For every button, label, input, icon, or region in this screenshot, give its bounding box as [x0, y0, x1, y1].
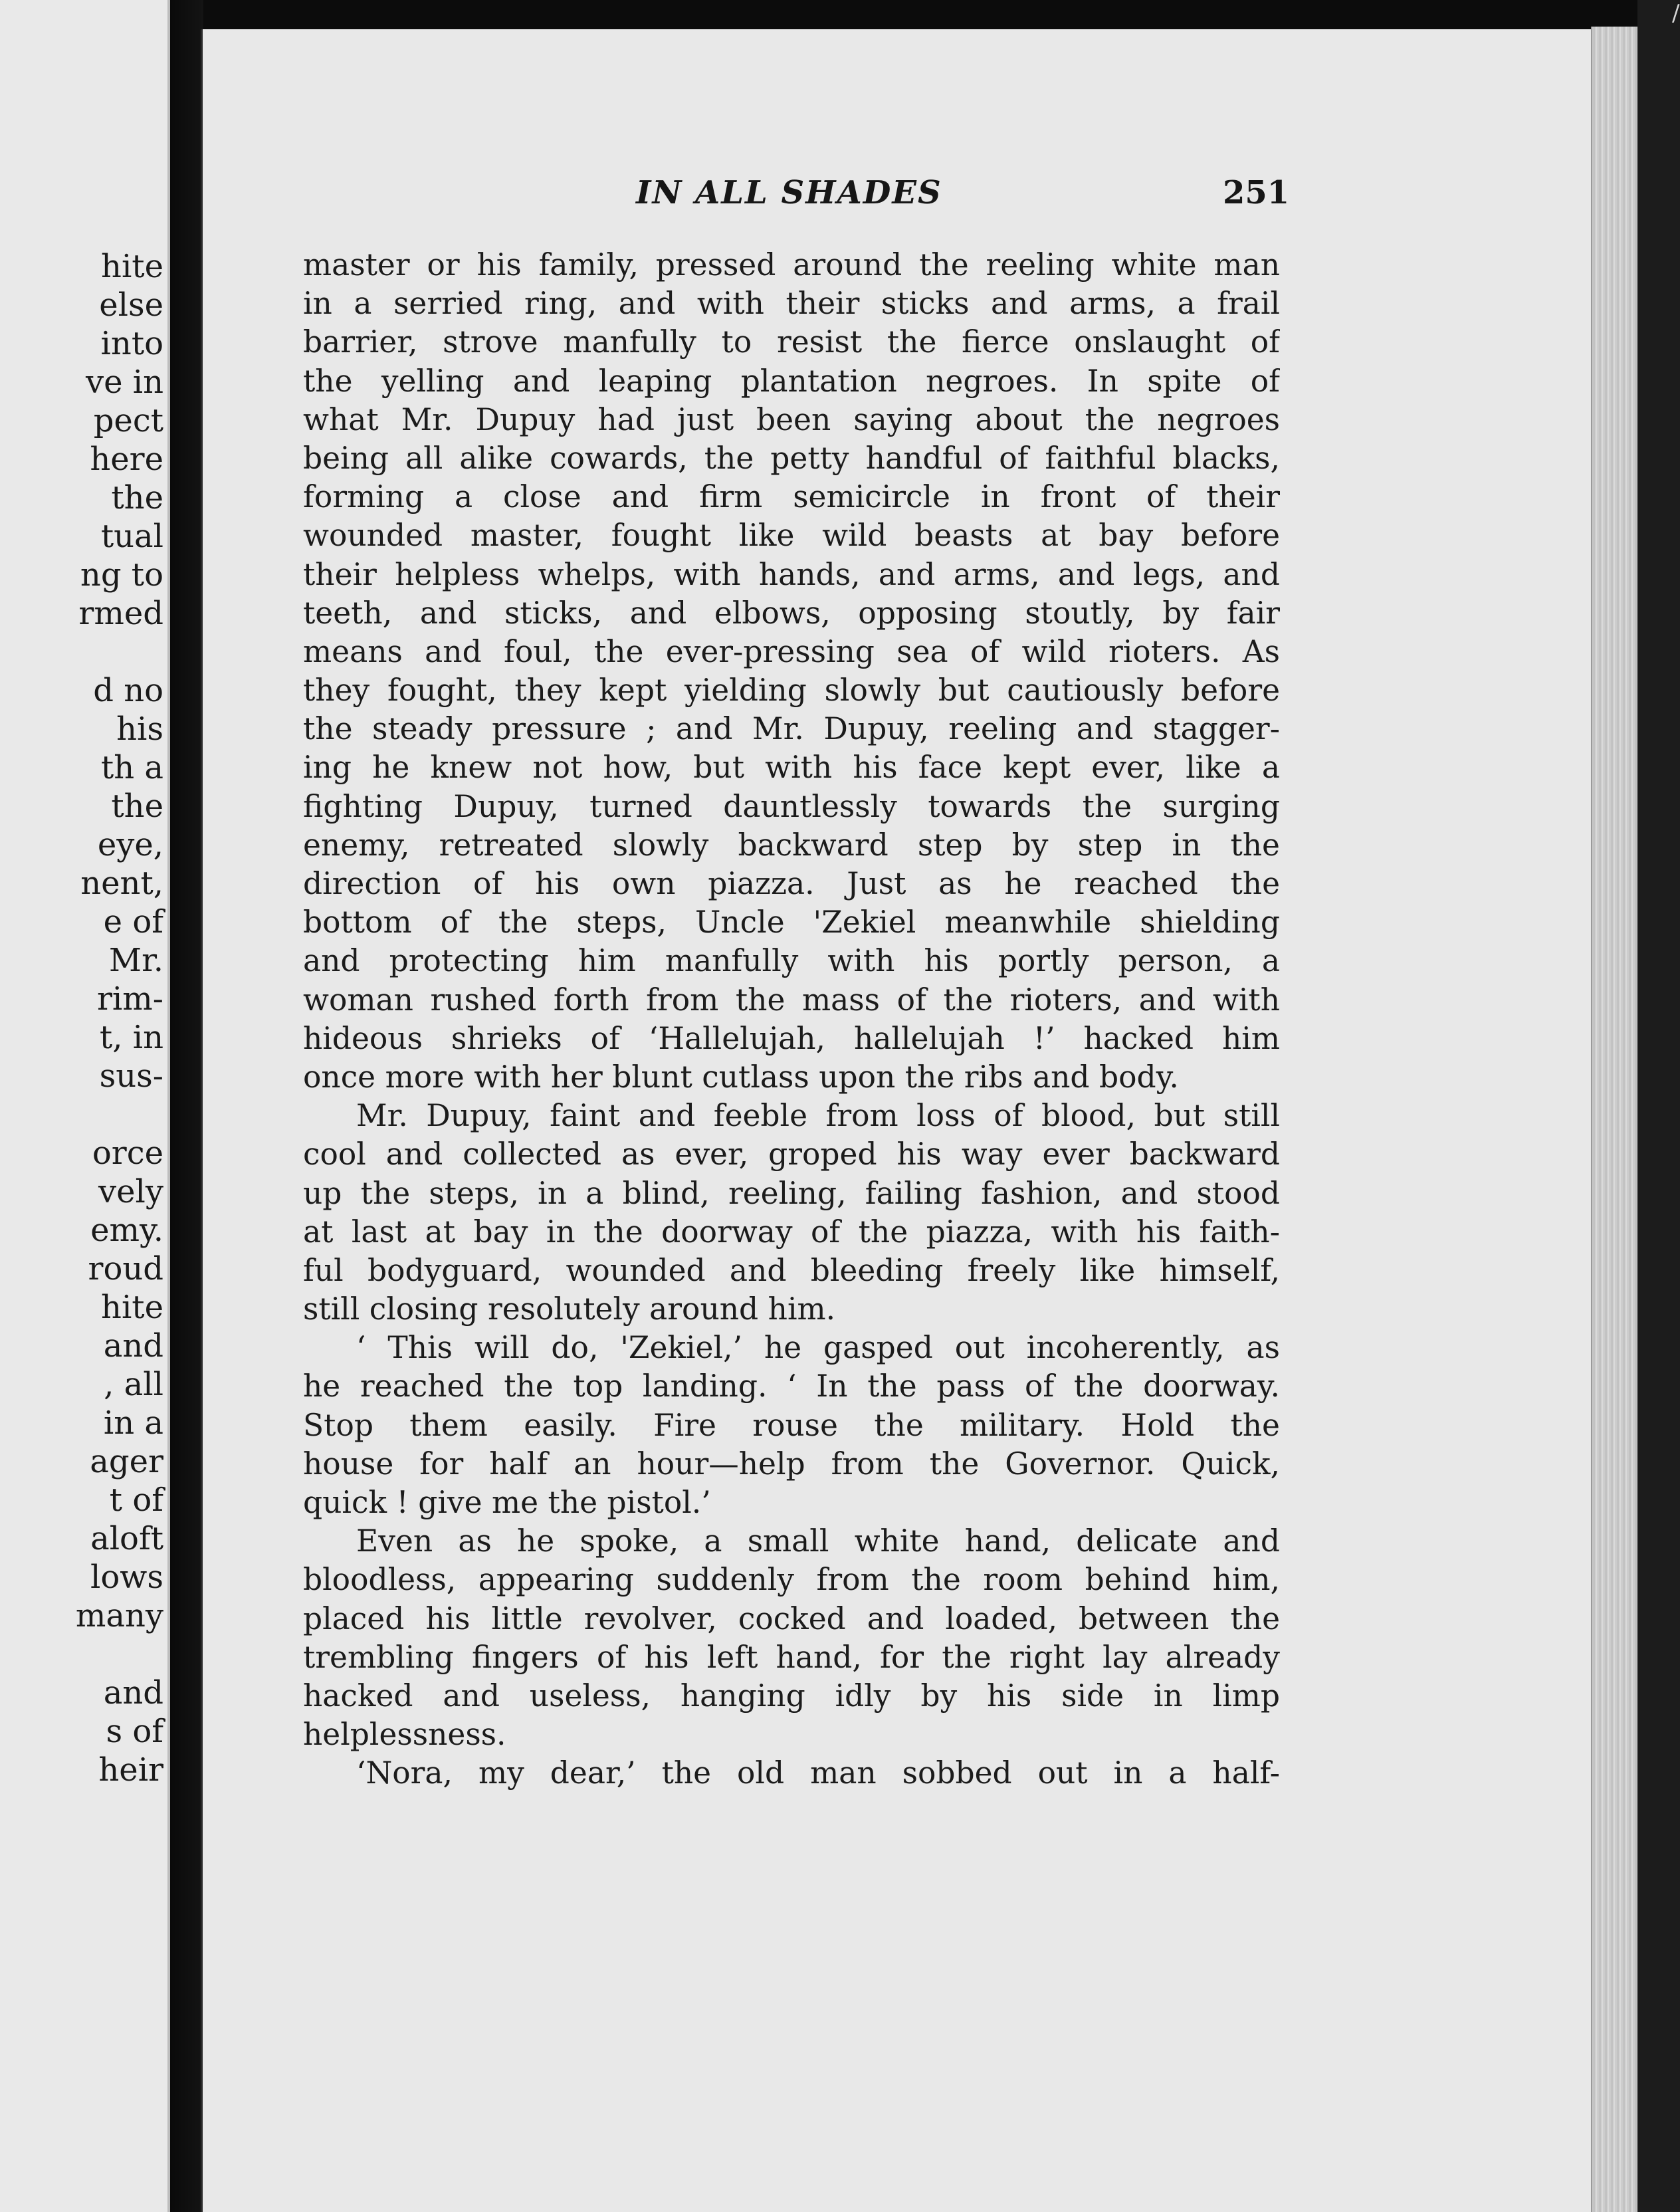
book-cover-edge [1637, 0, 1680, 2212]
running-head: IN ALL SHADES [636, 174, 942, 211]
page-number: 251 [1223, 174, 1290, 211]
previous-page-line: in a [103, 1404, 163, 1442]
text-line: being all alike cowards, the petty handful of faithful blacks, [303, 440, 1280, 476]
previous-page-line: vely [98, 1173, 163, 1210]
previous-page-line: d no [93, 672, 163, 709]
previous-page-line: e of [103, 903, 163, 940]
previous-page-line: heir [98, 1751, 163, 1789]
previous-page-line: eye, [97, 826, 163, 863]
previous-page-line: many [75, 1597, 163, 1634]
previous-page-line: tual [100, 518, 163, 555]
edge-mark: / [1672, 0, 1680, 27]
text-line: cool and collected as ever, groped his way ever backward [303, 1137, 1280, 1172]
previous-page-fragment [0, 0, 170, 2212]
previous-page-line: into [100, 325, 163, 362]
page-gutter [170, 0, 203, 2212]
previous-page-line: ng to [80, 556, 163, 594]
previous-page-line: Mr. [108, 942, 163, 979]
text-line: ful bodyguard, wounded and bleeding freely like himself, [303, 1252, 1280, 1288]
previous-page-line: nent, [80, 865, 163, 902]
text-line: he reached the top landing. ‘ In the pass of the doorway. [303, 1369, 1280, 1404]
text-line: fighting Dupuy, turned dauntlessly towards the surging [303, 788, 1280, 824]
text-line: once more with her blunt cutlass upon the ribs and body. [303, 1059, 1179, 1095]
text-line: direction of his own piazza. Just as he reached the [303, 866, 1280, 901]
text-line: house for half an hour—help from the Governor. Quick, [303, 1446, 1280, 1482]
text-line: quick ! give me the pistol.’ [303, 1485, 711, 1520]
previous-page-line: and [103, 1327, 163, 1365]
previous-page-line: here [90, 441, 163, 478]
text-line: wounded master, fought like wild beasts at bay before [303, 518, 1280, 554]
text-line: bottom of the steps, Uncle 'Zekiel meanwhile shielding [303, 905, 1280, 940]
text-line: bloodless, appearing suddenly from the room behind him, [303, 1562, 1280, 1598]
previous-page-line: rmed [78, 595, 163, 632]
previous-page-line: sus- [99, 1057, 163, 1095]
text-line: ‘Nora, my dear,’ the old man sobbed out in a half- [356, 1755, 1280, 1791]
body-text [303, 246, 1280, 1793]
text-line: in a serried ring, and with their sticks and arms, a frail [303, 286, 1280, 322]
text-line: Even as he spoke, a small white hand, delicate and [356, 1523, 1280, 1559]
text-line: Mr. Dupuy, faint and feeble from loss of blood, but still [356, 1098, 1280, 1134]
text-line: up the steps, in a blind, reeling, failing fashion, and stood [303, 1175, 1280, 1211]
previous-page-line: hite [101, 248, 163, 285]
previous-page-line: aloft [90, 1520, 163, 1557]
previous-page-line: hite [101, 1289, 163, 1326]
text-line: their helpless whelps, with hands, and arms, and legs, and [303, 556, 1280, 592]
previous-page-line: and [103, 1674, 163, 1712]
previous-page-line: the [111, 788, 163, 825]
text-line: Stop them easily. Fire rouse the military. Hold the [303, 1407, 1280, 1443]
previous-page-line: , all [104, 1366, 163, 1403]
previous-page-line: rim- [96, 980, 163, 1018]
previous-page-line: th a [100, 749, 163, 786]
text-line: still closing resolutely around him. [303, 1291, 836, 1327]
text-line: placed his little revolver, cocked and loaded, between the [303, 1601, 1280, 1636]
text-line: hacked and useless, hanging idly by his side in limp [303, 1678, 1280, 1714]
previous-page-line: ager [90, 1443, 163, 1480]
previous-page-line: t of [109, 1482, 163, 1519]
previous-page-text [0, 247, 166, 1789]
previous-page-line: orce [92, 1135, 163, 1172]
previous-page-line: ve in [85, 364, 163, 401]
text-line: the yelling and leaping plantation negroes. In spite of [303, 363, 1280, 399]
text-line: and protecting him manfully with his portly person, a [303, 943, 1280, 979]
text-line: what Mr. Dupuy had just been saying about the negroes [303, 401, 1280, 437]
previous-page-line [0, 633, 166, 671]
previous-page-line: roud [88, 1250, 163, 1287]
page-edge-stack [1591, 27, 1639, 2212]
text-line: enemy, retreated slowly backward step by step in the [303, 827, 1280, 863]
previous-page-line [0, 1635, 166, 1674]
text-line: teeth, and sticks, and elbows, opposing stoutly, by fair [303, 595, 1280, 631]
text-line: master or his family, pressed around the reeling white man [303, 247, 1280, 282]
text-line: ‘ This will do, 'Zekiel,’ he gasped out incoherently, as [356, 1330, 1280, 1366]
previous-page-line [0, 1095, 166, 1134]
text-line: means and foul, the ever-pressing sea of wild rioters. As [303, 633, 1280, 669]
text-line: forming a close and firm semicircle in front of their [303, 479, 1280, 515]
previous-page-line: emy. [90, 1212, 163, 1249]
previous-page-line: s of [106, 1713, 163, 1750]
previous-page-line: pect [93, 402, 163, 439]
previous-page-line: else [99, 286, 163, 324]
text-line: hideous shrieks of ‘Hallelujah, hallelujah !’ hacked him [303, 1020, 1280, 1056]
text-line: they fought, they kept yielding slowly but cautiously before [303, 673, 1280, 709]
previous-page-line: t, in [99, 1019, 163, 1056]
text-line: at last at bay in the doorway of the piazza, with his faith- [303, 1214, 1280, 1250]
text-line: ing he knew not how, but with his face kept ever, like a [303, 750, 1280, 786]
previous-page-line: lows [90, 1559, 163, 1596]
previous-page-line: the [111, 479, 163, 516]
previous-page-line: his [116, 711, 163, 748]
text-line: the steady pressure ; and Mr. Dupuy, reeling and stagger- [303, 711, 1280, 747]
text-line: barrier, strove manfully to resist the fierce onslaught of [303, 324, 1280, 360]
text-line: helplessness. [303, 1717, 506, 1753]
text-line: woman rushed forth from the mass of the rioters, and with [303, 982, 1280, 1018]
text-line: trembling fingers of his left hand, for the right lay already [303, 1639, 1280, 1675]
